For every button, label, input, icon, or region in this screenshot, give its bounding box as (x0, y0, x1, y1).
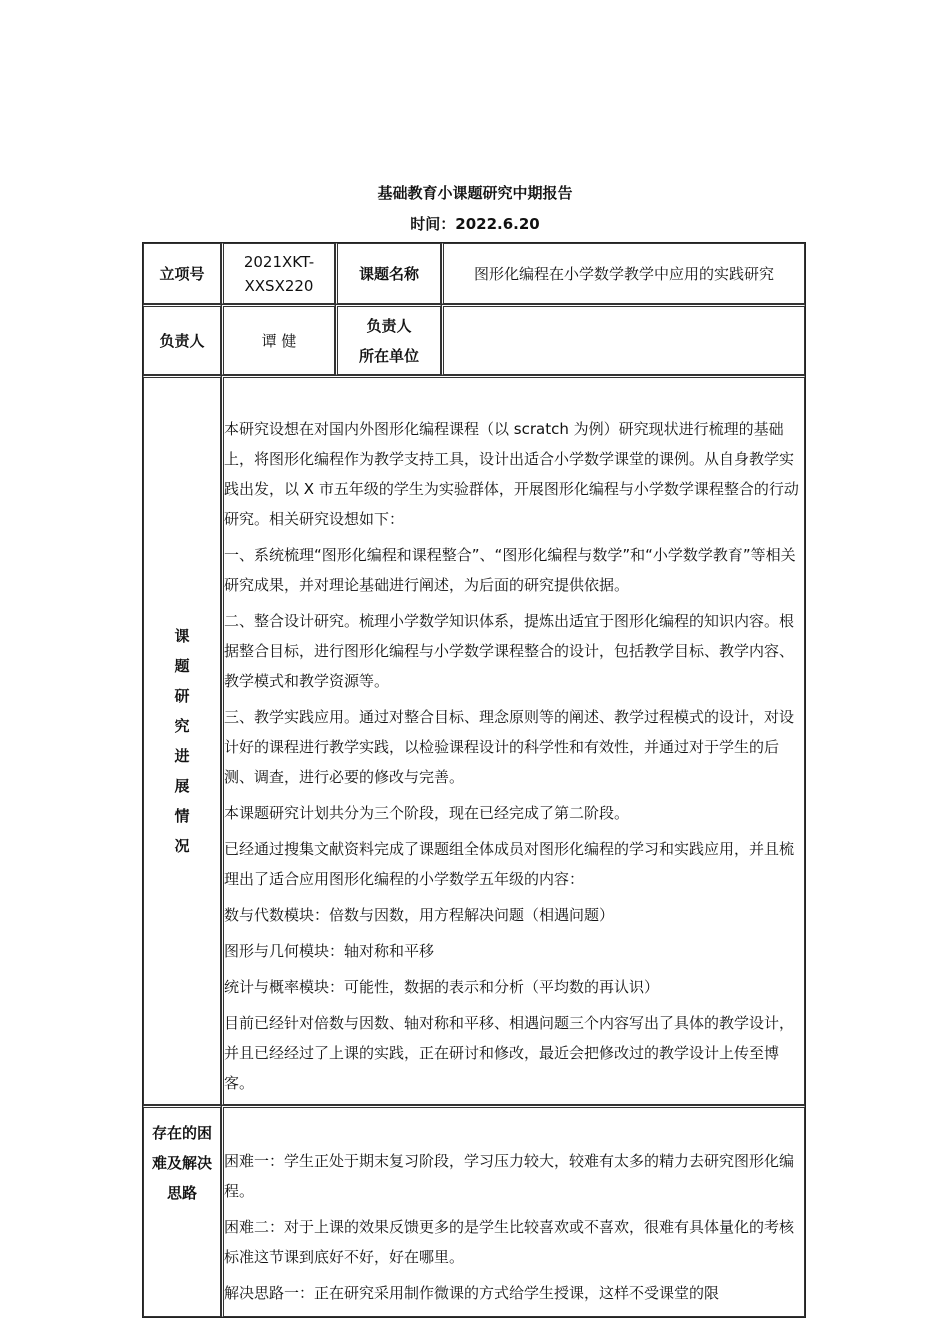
progress-paragraph: 已经通过搜集文献资料完成了课题组全体成员对图形化编程的学习和实践应用，并且梳理出了适合应用图形化编程的小学数学五年级的内容： (224, 840, 795, 888)
progress-label-char: 展 (174, 777, 190, 795)
topic-value: 图形化编程在小学数学教学中应用的实践研究 (441, 243, 805, 304)
progress-paragraph: 目前已经针对倍数与因数、轴对称和平移、相遇问题三个内容写出了具体的教学设计，并且已经经过了上课的实践，正在研讨和修改，最近会把修改过的教学设计上传至博客。 (224, 1014, 795, 1092)
difficulties-paragraph: 解决思路一：正在研究采用制作微课的方式给学生授课，这样不受课堂的限 (224, 1284, 720, 1302)
progress-paragraph: 数与代数模块：倍数与因数，用方程解决问题（相遇问题） (224, 906, 615, 924)
leader-value: 谭 健 (221, 304, 335, 375)
table-row-project (143, 243, 805, 304)
difficulties-paragraph: 困难一：学生正处于期末复习阶段，学习压力较大，较难有太多的精力去研究图形化编程。 (224, 1152, 795, 1200)
progress-label-char: 况 (174, 837, 190, 855)
progress-label-char: 情 (174, 807, 190, 825)
progress-label-char: 研 (174, 687, 190, 705)
difficulties-label-line: 难及解决 (151, 1154, 212, 1172)
progress-label-char: 进 (174, 747, 190, 765)
progress-paragraph: 统计与概率模块：可能性，数据的表示和分析（平均数的再认识） (224, 978, 660, 996)
project-no-value: 2021XKT-XXSX220 (221, 243, 335, 304)
difficulties-label-line: 思路 (166, 1184, 197, 1202)
unit-label (335, 304, 441, 375)
unit-value (441, 304, 805, 375)
leader-label: 负责人 (143, 304, 221, 375)
topic-label: 课题名称 (335, 243, 441, 304)
progress-paragraph: 二、整合设计研究。梳理小学数学知识体系，提炼出适宜于图形化编程的知识内容。根据整合目标，进行图形化编程与小学数学课程整合的设计，包括教学目标、教学内容、教学模式和教学资源等。 (224, 612, 795, 690)
progress-label-char: 究 (174, 717, 190, 735)
progress-label-char: 题 (174, 657, 190, 675)
progress-paragraph: 图形与几何模块：轴对称和平移 (224, 942, 435, 960)
report-date: 时间：2022.6.20 (410, 215, 540, 233)
progress-paragraph: 三、教学实践应用。通过对整合目标、理念原则等的阐述、教学过程模式的设计，对设计好的课程进行教学实践，以检验课程设计的科学性和有效性，并通过对于学生的后测、调查，进行必要的修改与完善。 (224, 708, 795, 786)
table-row-progress (143, 375, 805, 1105)
table-row-leader (143, 304, 805, 375)
progress-content (221, 375, 805, 1105)
table-row-difficulties (143, 1105, 805, 1317)
progress-label-char: 课 (174, 627, 190, 645)
project-no-label: 立项号 (143, 243, 221, 304)
unit-label-line2: 所在单位 (358, 346, 419, 365)
progress-paragraph: 本研究设想在对国内外图形化编程课程（以 scratch 为例）研究现状进行梳理的基础上，将图形化编程作为教学支持工具，设计出适合小学数学课堂的课例。从自身教学实践出发，以 X 市五年级的学生为实验群体，开展图形化编程与小学数学课程整合的行动研究。相关研究设想如下： (224, 420, 799, 528)
difficulties-label-line: 存在的困 (151, 1124, 212, 1142)
progress-paragraph: 一、系统梳理“图形化编程和课程整合”、“图形化编程与数学”和“小学数学教育”等相关研究成果，并对理论基础进行阐述，为后面的研究提供依据。 (224, 546, 796, 594)
report-title: 基础教育小课题研究中期报告 (377, 184, 573, 202)
unit-label-line1: 负责人 (366, 316, 412, 335)
progress-paragraph: 本课题研究计划共分为三个阶段，现在已经完成了第二阶段。 (224, 804, 630, 822)
report-table (142, 242, 806, 1318)
progress-label (143, 375, 221, 1105)
difficulties-label (143, 1105, 221, 1317)
difficulties-content (221, 1105, 805, 1317)
difficulties-paragraph: 困难二：对于上课的效果反馈更多的是学生比较喜欢或不喜欢，很难有具体量化的考核标准这节课到底好不好，好在哪里。 (224, 1218, 795, 1266)
